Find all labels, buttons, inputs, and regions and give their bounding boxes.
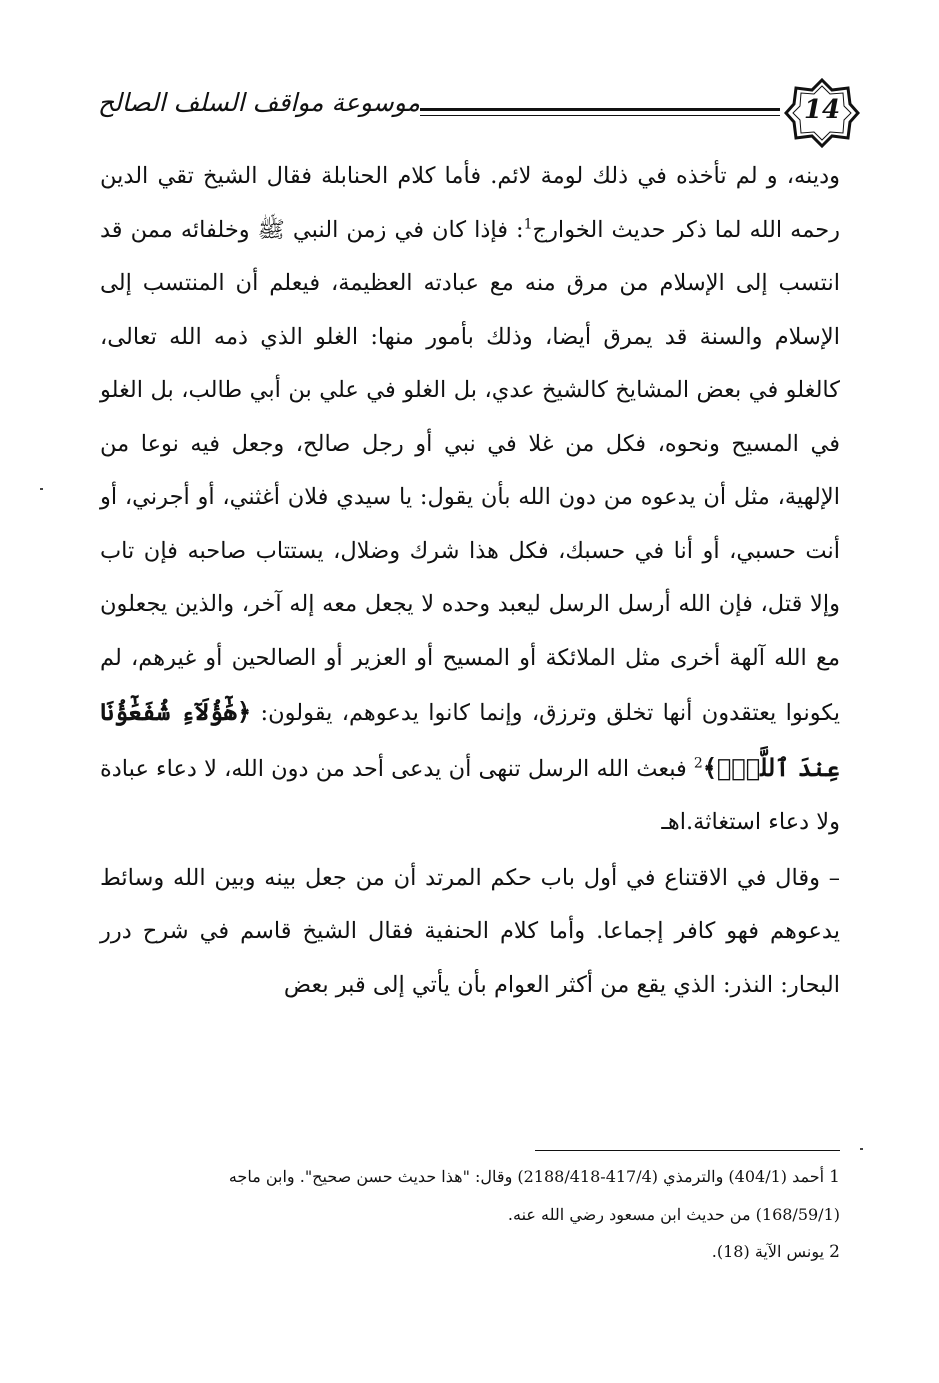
footnote-separator — [535, 1150, 840, 1151]
page-number-badge — [784, 78, 860, 148]
footnotes — [100, 1158, 840, 1271]
scan-speck — [40, 488, 43, 490]
main-text — [100, 150, 840, 1012]
scan-speck — [860, 1148, 863, 1150]
page-number: 14 — [803, 95, 841, 125]
footnote-1: 1 أحمد (404/1) والترمذي (417/4-2188/418) وقال: "هذا حديث حسن صحيح". وابن ماجه — [228, 1167, 840, 1187]
footnote-ref-2: 2 — [693, 755, 703, 771]
footnote-2: 2 يونس الآية (18). — [711, 1242, 840, 1262]
paragraph-1: ودينه، و لم تأخذه في ذلك لومة لائم. فأما كلام الحنابلة فقال الشيخ تقي الدين رحمه الله لما ذكر حديث الخوارج$^1$: فإذا كان في زمن النبي ﷺ وخلفائه ممن قد انتسب إلى الإسلام من مرق منه مع عبادته العظيمة، فيعلم أن المنتسب إلى الإسلام والسنة قد يمرق أيضا، وذلك بأمور منها: الغلو الذي ذمه الله تعالى، كالغلو في بعض المشايخ كالشيخ عدي، بل الغلو في علي بن أبي طالب، بل الغلو في المسيح ونحوه، فكل من غلا في نبي أو رجل صالح، وجعل فيه نوعا من الإلهية، مثل أن يدعوه من دون الله بأن يقول: يا سيدي فلان أغثني، أو أجرني، أو أنت حسبي، أو أنا في حسبك، فكل هذا شرك وضلال، يستتاب صاحبه فإن تاب وإلا قتل، فإن الله أرسل الرسل ليعبد وحده لا يجعل معه إله آخر، والذين يجعلون مع الله آلهة أخرى مثل الملائكة أو المسيح أو العزير أو الصالحين أو غيرهم، لم يكونوا يعتقدون أنها تخلق وترزق، وإنما كانوا يدعوهم، يقولون: ﴿هَٰٓؤُلَآءِ شُفَعَٰٓؤُنَا عِندَ ٱللَّهِۚ﴾$^2$ فبعث الله الرسل تنهى أن يدعى أحد من دون الله، لا دعاء عبادة ولا دعاء استغاثة.اهـ — [100, 163, 841, 835]
footnote-ref-1: 1 — [523, 216, 533, 232]
paragraph-2: – وقال في الاقتناع في أول باب حكم المرتد أن من جعل بينه وبين الله وسائط يدعوهم فهو كافر إجماعا. وأما كلام الحنفية فقال الشيخ قاسم في شرح درر البحار: النذر: الذي يقع من أكثر العوام بأن يأتي إلى قبر بعض — [100, 864, 841, 998]
header-rule-thin — [420, 115, 780, 116]
page-header — [97, 78, 860, 148]
footnote-1-continued: (168/59/1) من حديث ابن مسعود رضي الله عنه. — [507, 1205, 840, 1224]
book-title: موسوعة مواقف السلف الصالح — [97, 88, 420, 117]
quran-verse: ﴿هَٰٓؤُلَآءِ شُفَعَٰٓؤُنَا عِندَ ٱللَّهِۚ﴾ — [100, 697, 840, 782]
header-rule-thick — [420, 108, 780, 111]
